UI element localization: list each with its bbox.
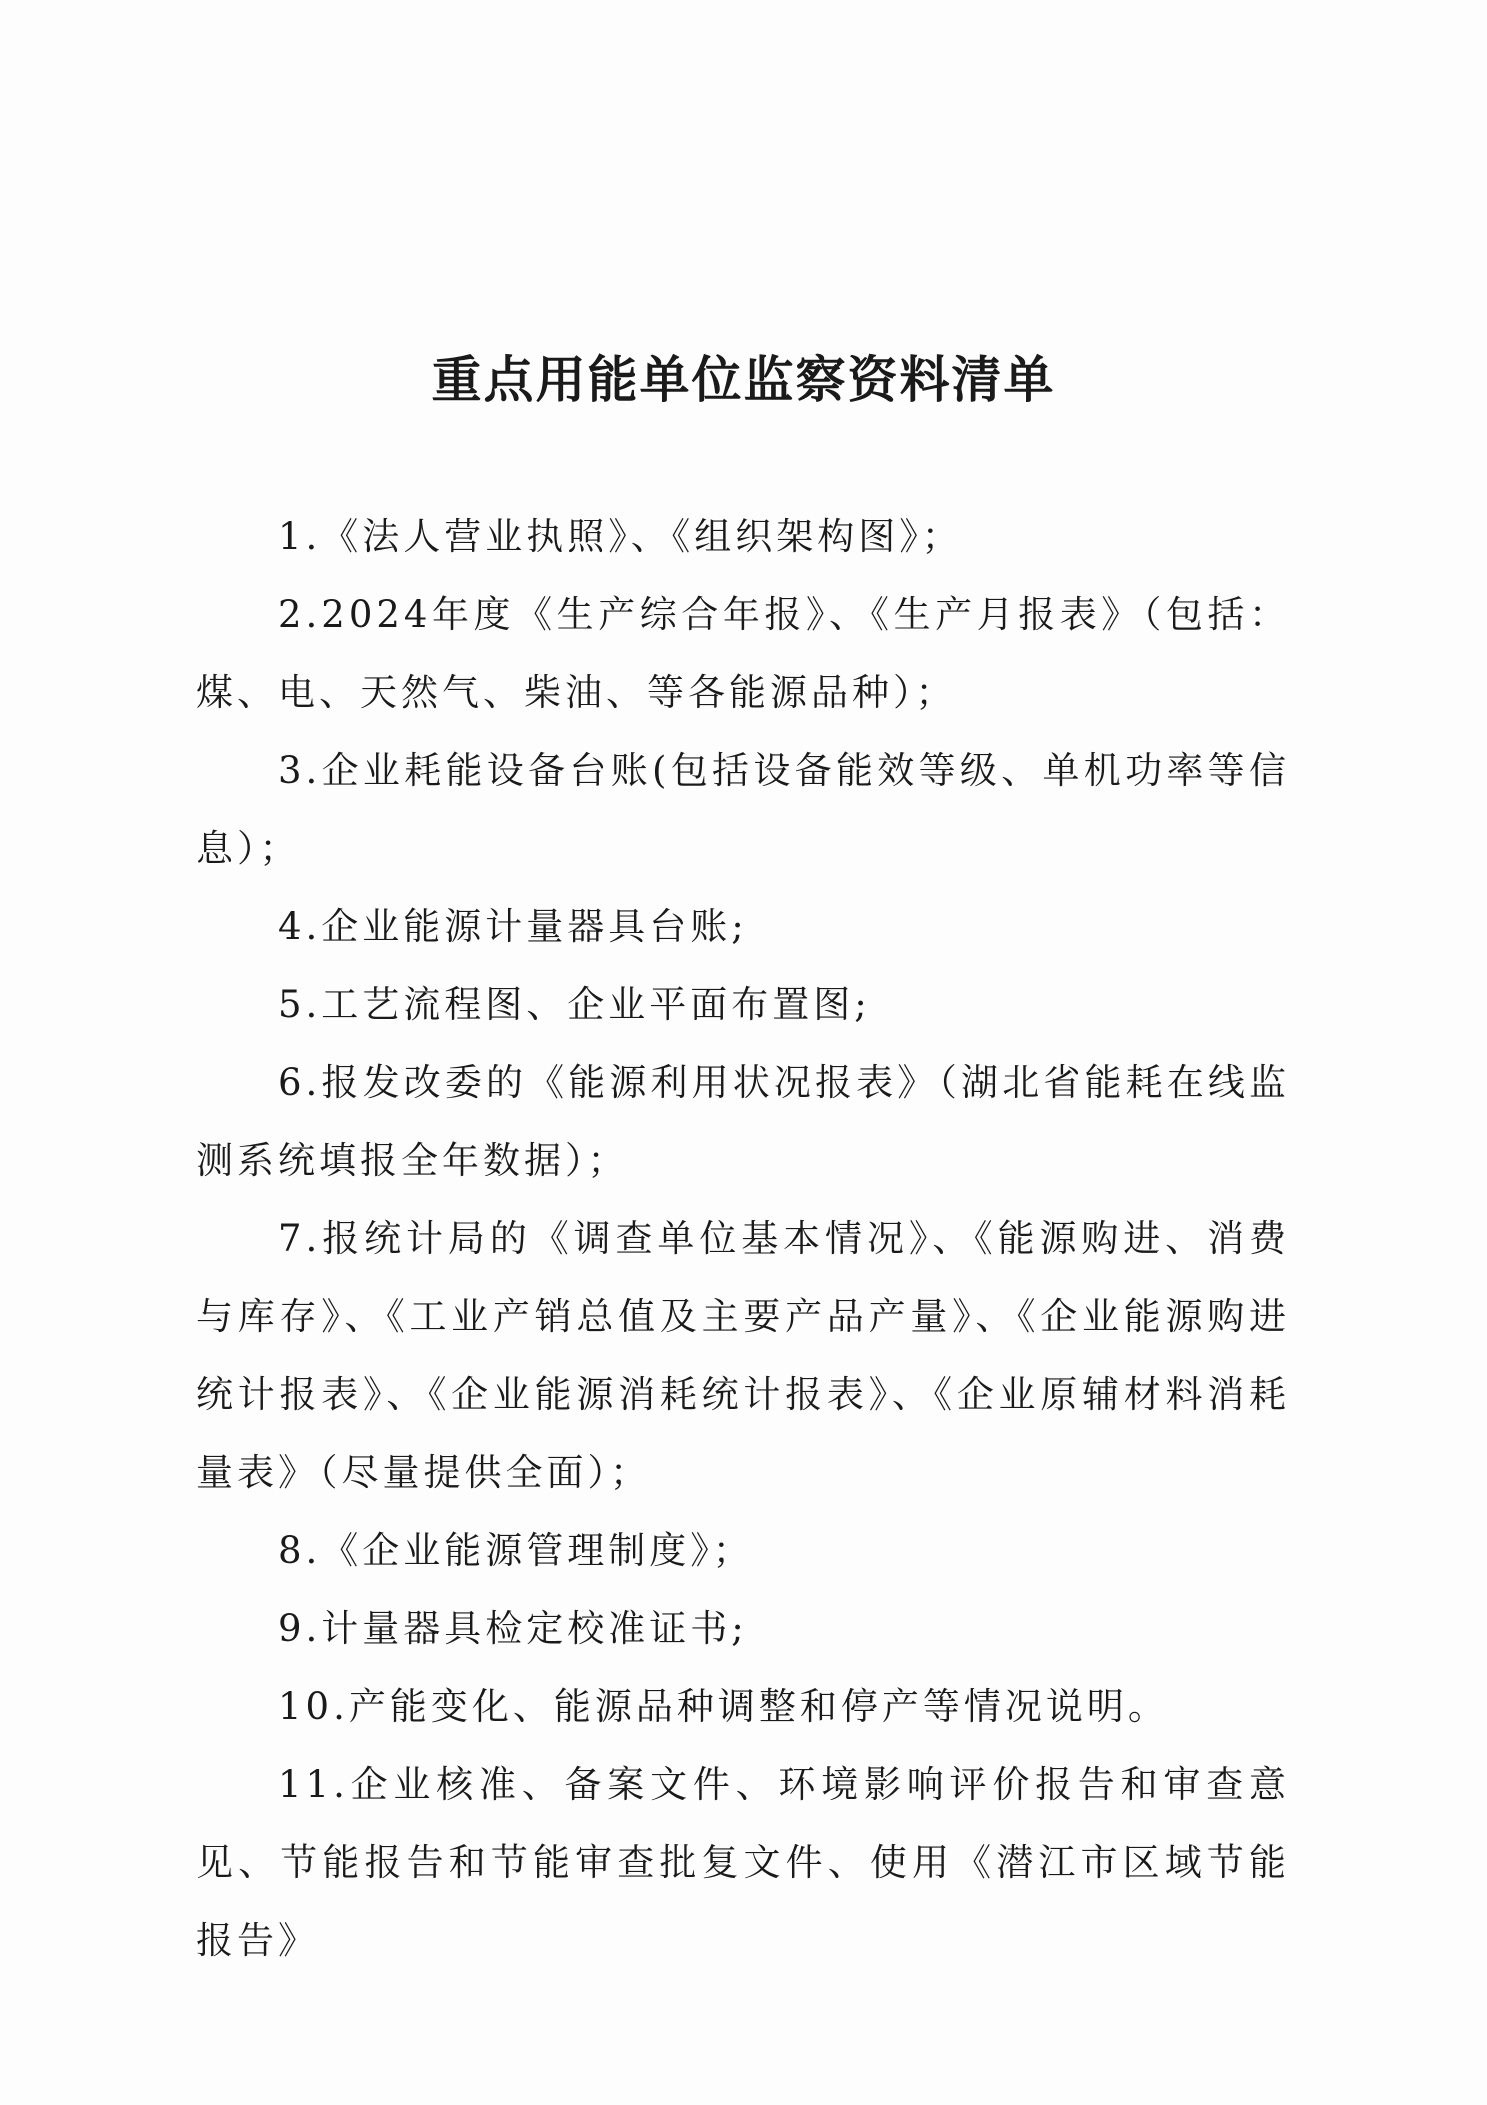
list-item: 6.报发改委的《能源利用状况报表》（湖北省能耗在线监测系统填报全年数据）；: [196, 1061, 1290, 1182]
document-body: [196, 498, 1290, 1980]
list-item: 7.报统计局的《调查单位基本情况》、《能源购进、消费与库存》、《工业产销总值及主要产品产量》、《企业能源购进统计报表》、《企业能源消耗统计报表》、《企业原辅材料消耗量表》（尽量提供全面）；: [196, 1217, 1290, 1494]
list-item: 3.企业耗能设备台账(包括设备能效等级、单机功率等信息）；: [196, 749, 1290, 870]
list-item: 1.《法人营业执照》、《组织架构图》；: [278, 515, 963, 558]
list-item: 2.2024年度《生产综合年报》、《生产月报表》（包括：煤、电、天然气、柴油、等各能源品种）；: [196, 593, 1290, 714]
list-item: 8.《企业能源管理制度》；: [278, 1529, 754, 1572]
list-item: 5.工艺流程图、企业平面布置图;: [278, 983, 871, 1026]
list-item: 11.企业核准、备案文件、环境影响评价报告和审查意见、节能报告和节能审查批复文件、使用《潜江市区域节能报告》: [196, 1763, 1290, 1962]
document-title: 重点用能单位监察资料清单: [431, 351, 1056, 409]
list-item: 4.企业能源计量器具台账;: [278, 905, 748, 948]
list-item: 9.计量器具检定校准证书;: [278, 1607, 748, 1650]
list-item: 10.产能变化、能源品种调整和停产等情况说明。: [278, 1685, 1169, 1728]
